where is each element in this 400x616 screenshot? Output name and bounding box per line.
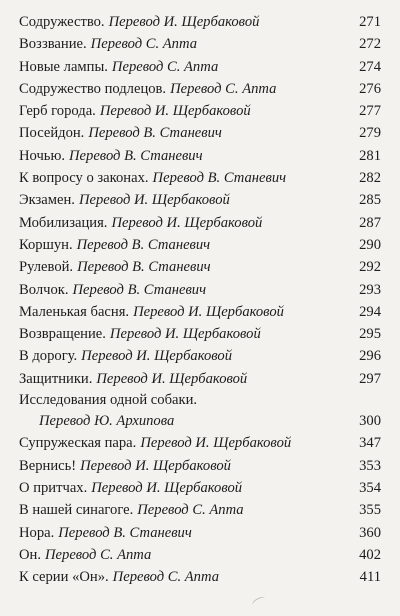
toc-entry-title: Содружество подлецов. — [19, 80, 167, 97]
toc-entry — [19, 544, 381, 566]
toc-entry-translator: Перевод И. Щербаковой — [78, 192, 230, 209]
toc-entry-title: Супружеская пара. — [19, 435, 137, 452]
toc-entry — [19, 368, 381, 390]
toc-entry-page: 282 — [359, 170, 381, 187]
toc-entry-translator: Перевод И. Щербаковой — [91, 479, 243, 496]
toc-entry-page: 292 — [359, 259, 381, 276]
toc-entry — [19, 323, 381, 345]
toc-entry-translator: Перевод И. Щербаковой — [133, 303, 284, 320]
leader-dots — [251, 382, 357, 383]
toc-entry-translator: Перевод В. Станевич — [152, 170, 287, 187]
toc-entry-page: 279 — [359, 125, 381, 142]
toc-entry-title: Мобилизация. — [19, 214, 108, 231]
leader-dots — [226, 136, 357, 137]
toc-entry-title: К вопросу о законах. — [19, 170, 149, 187]
leader-dots — [196, 536, 357, 537]
toc-entry-title: Маленькая басня. — [19, 303, 130, 320]
leader-dots — [265, 337, 357, 338]
leader-dots — [288, 315, 357, 316]
toc-entry-title: В нашей синагоге. — [19, 502, 134, 519]
toc-entry-title: О притчах. — [19, 479, 88, 496]
toc-entry — [19, 279, 381, 301]
toc-entry-page: 290 — [359, 236, 381, 253]
toc-entry-title: Вернись! — [19, 457, 77, 474]
toc-entry-translator: Перевод В. Станевич — [77, 259, 211, 276]
toc-entry-page: 355 — [359, 502, 381, 519]
toc-entry — [19, 11, 381, 33]
leader-dots — [178, 424, 357, 425]
toc-entry-page: 411 — [359, 569, 381, 586]
leader-dots — [155, 558, 357, 559]
toc-entry-title: Ночью. — [19, 147, 66, 164]
toc-entry-title: Он. — [19, 546, 41, 563]
toc-entry-page: 294 — [359, 303, 381, 320]
toc-entry-translator: Перевод С. Апта — [137, 502, 244, 519]
leader-dots — [255, 114, 357, 115]
leader-dots — [290, 181, 357, 182]
toc-entry-translator: Перевод И. Щербаковой — [108, 14, 260, 30]
leader-dots — [246, 491, 357, 492]
toc-entry-page: 272 — [359, 36, 381, 53]
leader-dots — [235, 469, 357, 470]
toc-entry-page: 277 — [359, 103, 381, 120]
toc-entry-translator: Перевод С. Апта — [111, 58, 219, 75]
toc-entry-page: 296 — [359, 348, 381, 365]
toc-entry-page: 353 — [359, 457, 381, 474]
toc-entry-title: Волчок. — [19, 281, 69, 298]
toc-entry-page: 287 — [359, 214, 381, 231]
leader-dots — [215, 270, 357, 271]
toc-entry-title: Нора. — [19, 524, 55, 541]
toc-entry-page: 354 — [359, 479, 381, 496]
leader-dots — [280, 92, 357, 93]
toc-entry — [19, 566, 381, 588]
toc-entry — [19, 522, 381, 544]
toc-entry — [19, 167, 381, 189]
leader-dots — [295, 446, 357, 447]
toc-entry — [19, 56, 381, 78]
leader-dots — [222, 70, 357, 71]
toc-entry-translator: Перевод И. Щербаковой — [80, 457, 231, 474]
toc-entry — [19, 345, 381, 367]
toc-entry-translator: Перевод С. Апта — [170, 80, 277, 97]
leader-dots — [236, 359, 357, 360]
toc-entry — [19, 189, 381, 211]
toc-entry-title: Посейдон. — [19, 125, 85, 142]
toc-entry-title: В дорогу. — [19, 348, 78, 365]
leader-dots — [214, 248, 357, 249]
toc-entry-translator: Перевод С. Апта — [112, 569, 219, 586]
toc-entry-translator: Перевод Ю. Архипова — [39, 413, 175, 430]
toc-entry-title: Герб города. — [19, 103, 96, 120]
toc-entry — [19, 477, 381, 499]
toc-entry-page: 295 — [359, 326, 381, 343]
toc-entry-translator: Перевод В. Станевич — [72, 281, 207, 298]
toc-entry-page: 297 — [359, 370, 381, 387]
toc-entry — [19, 33, 381, 55]
toc-entry-title: Коршун. — [19, 236, 73, 253]
toc-entry-translator: Перевод И. Щербаковой — [81, 348, 233, 365]
toc-entry-translator: Перевод И. Щербаковой — [109, 326, 261, 343]
toc-entry-title: Новые лампы. — [19, 58, 108, 75]
toc-entry-page: 300 — [359, 413, 381, 430]
toc-entry — [19, 301, 381, 323]
leader-dots — [207, 159, 358, 160]
toc-entry-title: Рулевой. — [19, 259, 74, 276]
toc-entry-page: 285 — [359, 192, 381, 209]
toc-entry — [19, 78, 381, 100]
leader-dots — [263, 25, 357, 26]
toc-entry-translator: Перевод В. Станевич — [69, 147, 203, 164]
toc-entry — [19, 122, 381, 144]
leader-dots — [210, 293, 357, 294]
toc-entry-translator: Перевод И. Щербаковой — [111, 214, 263, 231]
toc-entry-translator: Перевод В. Станевич — [88, 125, 222, 142]
toc-entry-page: 281 — [359, 147, 381, 164]
toc-entry-translator: Перевод С. Апта — [90, 36, 197, 53]
toc-entry — [19, 256, 381, 278]
toc-entry-translator: Перевод И. Щербаковой — [140, 435, 292, 452]
table-of-contents — [19, 11, 381, 588]
toc-entry-page: 274 — [359, 58, 381, 75]
toc-entry-page: 402 — [359, 546, 381, 563]
toc-entry-title: Содружество. — [19, 14, 105, 30]
toc-entry-translator: Перевод С. Апта — [45, 546, 152, 563]
leader-dots — [248, 513, 358, 514]
toc-entry — [19, 145, 381, 167]
toc-entry-page: 271 — [359, 14, 381, 30]
toc-entry — [19, 499, 381, 521]
toc-entry-translator: Перевод В. Станевич — [58, 524, 192, 541]
toc-entry-title: Исследования одной собаки. — [19, 392, 198, 409]
leader-dots — [201, 47, 357, 48]
toc-entry — [19, 455, 381, 477]
toc-entry — [19, 234, 381, 256]
leader-dots — [234, 203, 357, 204]
toc-entry-page: 276 — [359, 80, 381, 97]
pencil-mark — [251, 595, 267, 609]
leader-dots — [223, 580, 358, 581]
toc-entry-title: Возвращение. — [19, 326, 106, 343]
toc-entry-page: 293 — [359, 281, 381, 298]
toc-entry-title: Экзамен. — [19, 192, 75, 209]
toc-entry — [19, 100, 381, 122]
toc-entry-page: 347 — [359, 435, 381, 452]
toc-entry-title: К серии «Он». — [19, 569, 109, 586]
toc-entry-translator: Перевод И. Щербаковой — [99, 103, 251, 120]
leader-dots — [266, 226, 357, 227]
toc-entry-translator: Перевод И. Щербаковой — [96, 370, 248, 387]
toc-entry — [19, 390, 381, 432]
toc-entry-title: Воззвание. — [19, 36, 87, 53]
toc-entry — [19, 432, 381, 454]
toc-entry — [19, 212, 381, 234]
toc-entry-translator: Перевод В. Станевич — [76, 236, 211, 253]
toc-entry-page: 360 — [359, 524, 381, 541]
toc-entry-title: Защитники. — [19, 370, 93, 387]
